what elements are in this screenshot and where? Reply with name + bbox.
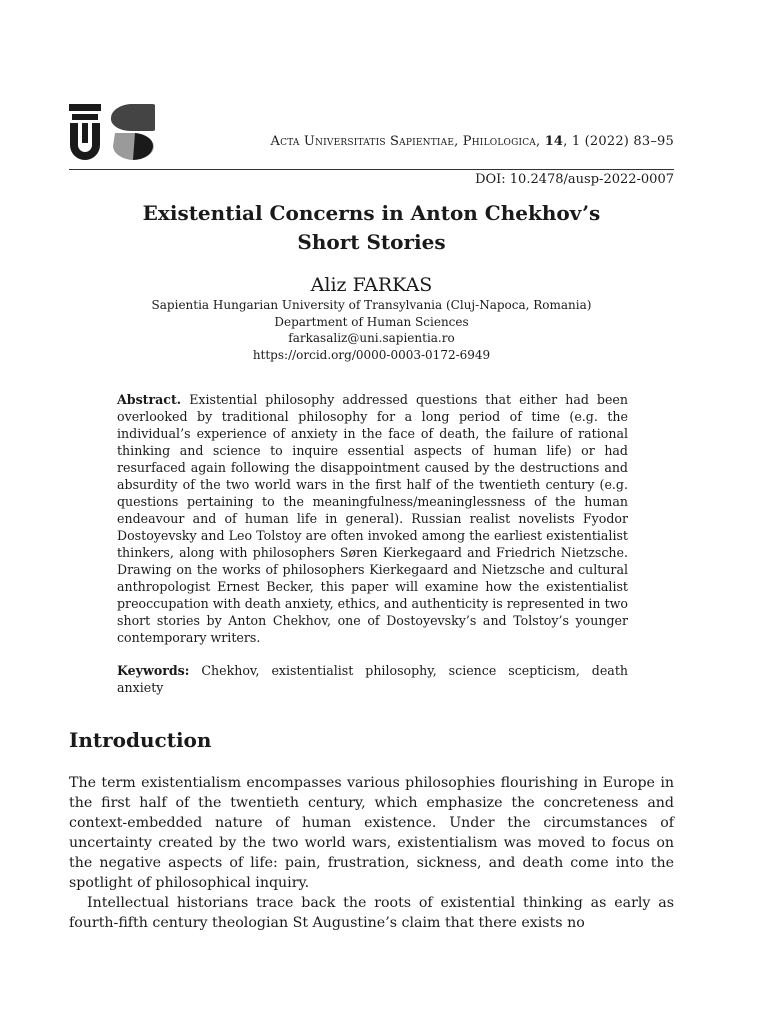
introduction-body (69, 773, 674, 933)
journal-citation (170, 134, 674, 149)
journal-volume: 14 (544, 134, 564, 149)
keywords (117, 662, 628, 696)
author-email: farkasaliz@uni.sapientia.ro (288, 331, 455, 345)
author-affiliation (69, 297, 674, 363)
abstract (117, 391, 628, 646)
affiliation-department: Department of Human Sciences (274, 314, 469, 329)
paragraph: Intellectual historians trace back the roots of existential thinking as early as fourth-fifth century theologian St Augustine’s claim that there exists no (69, 895, 674, 931)
author-orcid: https://orcid.org/0000-0003-0172-6949 (252, 347, 491, 362)
university-logo (69, 104, 155, 160)
keywords-label: Keywords: (117, 663, 190, 678)
journal-name: Acta Universitatis Sapientiae, Philologica, (270, 134, 541, 149)
logo-u-mark (69, 104, 101, 160)
keywords-text: Chekhov, existentialist philosophy, science scepticism, death anxiety (117, 663, 628, 695)
paper-title-line-1: Existential Concerns in Anton Chekhov’s (142, 201, 601, 225)
paper-title (69, 199, 674, 257)
abstract-label: Abstract. (117, 392, 182, 407)
abstract-text: Existential philosophy addressed questions that either had been overlooked by traditional philosophy for a long period of time (e.g. the individual’s experience of anxiety in the face of death, the failure of rational thinking and science to inquire essential aspects of human life) or had resurfaced again following the disappointment caused by the destructions and absurdity of the two world wars in the first half of the twentieth century (e.g. questions pertaining to the meaningfulness/meaninglessness of the human endeavour and of human life in general). Russian realist novelists Fyodor Dostoyevsky and Leo Tolstoy are often invoked among the earliest existentialist thinkers, along with philosophers Søren Kierkegaard and Friedrich Nietzsche. Drawing on the works of philosophers Kierkegaard and Nietzsche and cultural anthropologist Ernest Becker, this paper will examine how the existentialist preoccupation with death anxiety, ethics, and authenticity is represented in two short stories by Anton Chekhov, one of Dostoyevsky’s and Tolstoy’s younger contemporary writers. (117, 392, 628, 645)
author-name: Aliz FARKAS (310, 274, 433, 296)
header-rule (69, 169, 674, 170)
affiliation-institution: Sapientia Hungarian University of Transylvania (Cluj-Napoca, Romania) (151, 298, 592, 312)
paper-title-line-2: Short Stories (297, 230, 446, 254)
paragraph: The term existentialism encompasses various philosophies flourishing in Europe in the first half of the twentieth century, which emphasize the concreteness and context-embedded nature of human existence. Under the circumstances of uncertainty created by the two world wars, existentialism was moved to focus on the negative aspects of life: pain, frustration, sickness, and death come into the spotlight of philosophical inquiry. (69, 775, 674, 891)
doi: DOI: 10.2478/ausp-2022-0007 (475, 172, 674, 187)
section-heading-introduction: Introduction (69, 728, 212, 752)
journal-issue-pages: , 1 (2022) 83–95 (563, 134, 674, 149)
logo-s-mark (111, 104, 155, 160)
